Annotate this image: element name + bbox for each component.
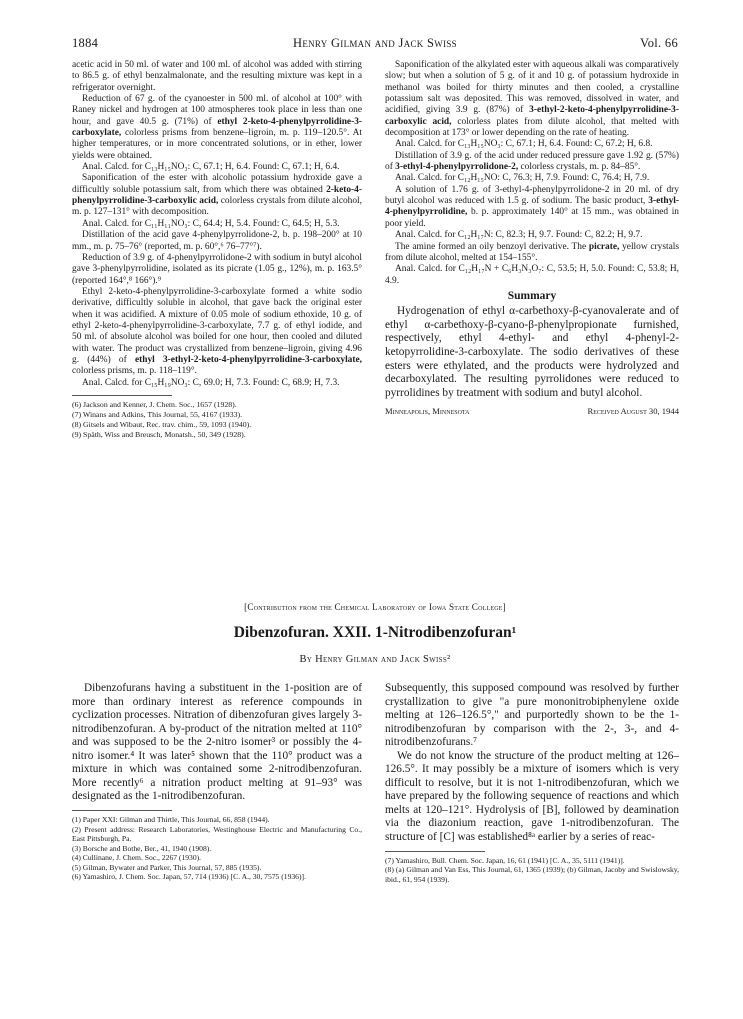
analysis-line: Anal. Calcd. for C₁₁H₁₁NO₃: C, 64.4; H, 5.4. Found: C, 64.5; H, 5.3. (82, 218, 340, 229)
article-right-column (385, 682, 679, 884)
compound-name: ethyl 2-keto-4-phenylpyrrolidine-3-carboxylate, (72, 116, 363, 139)
compound-name: 3-ethyl-2-keto-4-phenylpyrrolidine-3-carboxylic acid, (385, 105, 679, 127)
footnote: (2) Present address: Research Laboratories, Westinghouse Electric and Manufacturing Co., East Pittsburgh, Pa. (72, 824, 362, 844)
footnote: (6) Jackson and Kenner, J. Chem. Soc., 1657 (1928). (72, 399, 237, 409)
signature-line (385, 406, 679, 417)
footnote: (8) (a) Gilman and Van Ess, This Journal, 61, 1365 (1939); (b) Gilman, Jacoby and Swislowsky, ibid., 61, 954 (1939). (385, 865, 679, 884)
footnote-rule (72, 395, 172, 396)
volume-number: Vol. 66 (640, 36, 678, 50)
received-date: Received August 30, 1944 (587, 406, 679, 417)
byline: By Henry Gilman and Jack Swiss² (299, 654, 451, 665)
footnote-rule (72, 810, 172, 811)
analysis-line: Anal. Calcd. for C₁₃H₁₅NO₃: C, 67.1; H, 6.4. Found: C, 67.2; H, 6.8. (395, 139, 653, 150)
footnotes (72, 400, 362, 440)
paragraph: Distillation of the acid gave 4-phenylpyrrolidone-2, b. p. 198–200° at 10 mm., m. p. 75–76° (reported, m. p. 60°,⁶ 76–77°⁷). (72, 230, 362, 252)
paragraph: Distillation of 3.9 g. of the acid under reduced pressure gave 1.92 g. (57%) of 3-ethyl-4-phenylpyrrolidone-2, colorless crystals, m. p. 84–85°. (385, 150, 679, 173)
summary-text: Hydrogenation of ethyl α-carbethoxy-β-cyanovalerate and of ethyl α-carbethoxy-β-cyano-β-phenylpropionate furnished, respectively, ethyl 4-ethyl- and ethyl 4-phenyl-2-ketopyrrolidine-3-carboxylate. The sodio derivatives of these esters were ethylated, and the products were hydrolyzed and decarboxylated. The resulting pyrrolidones were reduced to pyrrolidines by treatment with sodium and butyl alcohol. (385, 305, 679, 399)
compound-name: 2-keto-4-phenylpyrrolidine-3-carboxylic acid, (72, 184, 362, 207)
compound-name: picrate, (588, 241, 620, 252)
analysis-line: Anal. Calcd. for C₁₅H₁₉NO₃: C, 69.0; H, 7.3. Found: C, 68.9; H, 7.3. (82, 377, 340, 388)
location: Minneapolis, Minnesota (385, 406, 470, 417)
left-column (72, 60, 362, 440)
footnotes (385, 856, 679, 885)
analysis-line: Anal. Calcd. for C₁₂H₁₅NO: C, 76.3; H, 7.9. Found: C, 76.4; H, 7.9. (395, 173, 650, 184)
article-title: Dibenzofuran. XXII. 1-Nitrodibenzofuran¹ (233, 624, 517, 641)
paragraph: A solution of 1.76 g. of 3-ethyl-4-phenylpyrrolidone-2 in 20 ml. of dry butyl alcohol was reduced with 1.5 g. of sodium. The basic product, 3-ethyl-4-phenylpyrrolidine, b. p. approximately 140° at 15 mm., was obtained in poor yield. (385, 184, 679, 229)
footnote: (8) Gitsels and Wibaut, Rec. trav. chim., 59, 1093 (1940). (72, 419, 252, 429)
article-left-column (72, 682, 362, 882)
footnote: (3) Borsche and Bothe, Ber., 41, 1940 (1908). (72, 843, 212, 853)
footnote: (6) Yamashiro, J. Chem. Soc. Japan, 57, 714 (1936) [C. A., 30, 7575 (1936)]. (72, 872, 306, 882)
paragraph: Dibenzofurans having a substituent in the 1-position are of more than ordinary interest as reference compounds in cyclization processes. Nitration of dibenzofuran gives largely 3-nitrodibenzofuran. A by-product of the nitration melted at 110° and was supposed to be the 2-nitro isomer³ or possibly the 4-nitro isomer.⁴ It was later⁵ shown that the 110° product was a mixture in which was contained some 2-nitrodibenzofuran. More recently⁶ a nitration product melting at 91–93° was designated as the 1-nitrodibenzofuran. (72, 682, 362, 803)
paragraph: acetic acid in 50 ml. of water and 100 ml. of alcohol was added with stirring to 86.5 g. of ethyl benzalmalonate, and the resulting mixture was kept in a refrigerator overnight. (72, 60, 362, 93)
paragraph: Reduction of 67 g. of the cyanoester in 500 ml. of alcohol at 100° with Raney nickel and hydrogen at 100 atmospheres took place in less than one hour, and gave 40.5 g. (71%) of ethyl 2-keto-4-phenylpyrrolidine-3-carboxylate, colorless prisms from benzene–ligroin, m. p. 119–120.5°. At higher temperatures, or in more concentrated solutions, or in ether, lower yields were obtained. (72, 94, 363, 161)
footnote: (4) Cullinane, J. Chem. Soc., 2267 (1930). (72, 853, 202, 863)
contribution-line: [Contribution from the Chemical Laboratory of Iowa State College] (244, 602, 506, 612)
paragraph: The amine formed an oily benzoyl derivative. The picrate, yellow crystals from dilute alcohol, melted at 154–155°. (385, 241, 679, 263)
footnote: (1) Paper XXI: Gilman and Thirtle, This Journal, 66, 858 (1944). (72, 814, 270, 824)
page-number: 1884 (72, 36, 99, 50)
analysis-line: Anal. Calcd. for C₁₂H₁₇N + C₆H₃N₃O₇: C, 53.5; H, 5.0. Found: C, 53.8; H, 4.9. (385, 264, 679, 286)
footnote: (9) Späth, Wiss and Breusch, Monatsh., 50, 349 (1928). (72, 429, 246, 439)
paragraph: Reduction of 3.9 g. of 4-phenylpyrrolidone-2 with sodium in butyl alcohol gave 3-phenylpyrrolidine, isolated as its picrate (1.05 g., 12%), m. p. 163.5° (reported 164°,⁸ 166°).⁹ (72, 252, 362, 286)
paragraph: We do not know the structure of the product melting at 126–126.5°. It may possibly be a mixture of isomers which is very difficult to resolve, but it is not 1-nitrodibenzofuran, which we have prepared by the following sequence of reactions and which melts at 120–121°. Hydrolysis of [B], followed by deamination via the diazonium reaction, gave 1-nitrodibenzofuran. The structure of [C] was established⁸ᵃ earlier by a series of reac- (385, 749, 679, 844)
paragraph: Saponification of the ester with alcoholic potassium hydroxide gave a difficultly soluble potassium salt, from which there was obtained 2-keto-4-phenylpyrrolidine-3-carboxylic acid, colorless crystals from dilute alcohol, m. p. 127–131° with decomposition. (72, 173, 362, 218)
paragraph: Ethyl 2-keto-4-phenylpyrrolidine-3-carboxylate formed a white sodio derivative, difficultly soluble in alcohol, that gave back the original ester when it was acidified. A mixture of 0.05 mole of sodium ethoxide, 10 g. of ethyl 2-keto-4-phenylpyrrolidine-3-carboxylate, 7.7 g. of ethyl iodide, and 50 ml. of absolute alcohol was boiled for one hour, then cooled and diluted with water. The product was crystallized from benzene–ligroin, giving 4.96 g. (44%) of ethyl 3-ethyl-2-keto-4-phenylpyrrolidine-3-carboxylate, colorless prisms, m. p. 118–119°. (72, 286, 362, 377)
paragraph: Saponification of the alkylated ester with aqueous alkali was comparatively slow; but when a solution of 5 g. of it and 10 g. of potassium hydroxide in methanol was boiled for thirty minutes and then cooled, a crystalline potassium salt was deposited. This was removed, dissolved in water, and acidified, giving 3.9 g. (87%) of 3-ethyl-2-keto-4-phenylpyrrolidine-3-carboxylic acid, colorless plates from dilute alcohol, that melted with decomposition at 173° or lower depending on the rate of heating. (385, 60, 679, 139)
compound-name: 3-ethyl-4-phenylpyrrolidone-2, (395, 162, 519, 173)
analysis-line: Anal. Calcd. for C₁₃H₁₅NO₃: C, 67.1; H, 6.4. Found: C, 67.1; H, 6.4. (82, 162, 340, 173)
footnote-rule (385, 851, 485, 852)
footnote: (5) Gilman, Bywater and Parker, This Journal, 57, 885 (1935). (72, 862, 262, 872)
compound-name: ethyl 3-ethyl-2-keto-4-phenylpyrrolidine-3-carboxylate, (134, 354, 362, 365)
summary-heading: Summary (507, 289, 557, 302)
paragraph: Subsequently, this supposed compound was resolved by further crystallization to give "a pure mononitrobiphenylene oxide melting at 126–126.5°," and purportedly shown to be the 1-nitrodibenzofuran by comparison with the 2-, 3-, and 4-nitrodibenzofurans.⁷ (385, 682, 679, 749)
running-title: Henry Gilman and Jack Swiss (293, 36, 457, 50)
compound-name: 3-ethyl-4-phenylpyrrolidine, (385, 196, 679, 218)
footnote: (7) Winans and Adkins, This Journal, 55, 4167 (1933). (72, 409, 243, 419)
footnotes (72, 815, 362, 882)
analysis-line: Anal. Calcd. for C₁₂H₁₇N: C, 82.3; H, 9.7. Found: C, 82.2; H, 9.7. (395, 230, 643, 241)
footnote: (7) Yamashiro, Bull. Chem. Soc. Japan, 16, 61 (1941) [C. A., 35, 5111 (1941)]. (385, 855, 625, 865)
right-column (385, 60, 679, 418)
